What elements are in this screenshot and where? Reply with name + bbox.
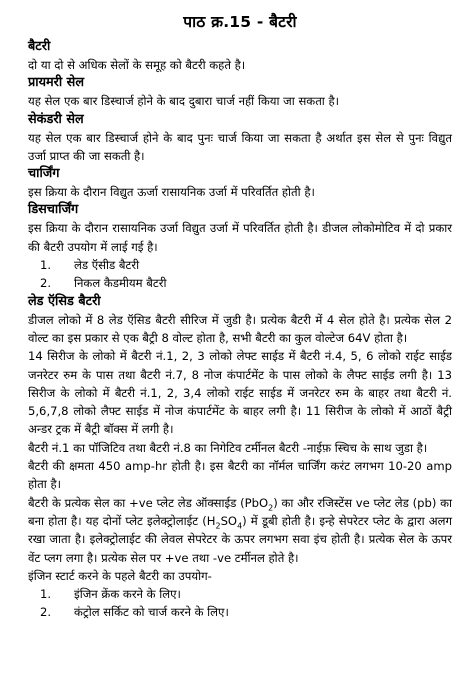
list-item <box>28 603 452 621</box>
text-lead-acid-p4: बैटरी की क्षमता 450 amp-hr होती है। इस बैटरी का नॉर्मल चार्जिंग करंट लगभग 10-20 amp होता है। <box>28 459 452 492</box>
heading-charging: चार्जिंग <box>28 166 60 182</box>
list-item-text: इंजिन क्रेंक करने के लिए। <box>74 587 181 602</box>
heading-battery: बैटरी <box>28 39 51 54</box>
list-item-text: निकल कैडमीयम बैटरी <box>74 276 167 291</box>
text-primary-cell: यह सेल एक बार डिस्चार्ज होने के बाद दुबारा चार्ज नहीं किया जा सकता है। <box>28 94 340 109</box>
list-item <box>28 274 452 292</box>
text-lead-acid-p3: बैटरी नं.1 का पॉजिटिव तथा बैटरी नं.8 का निगेटिव टर्मीनल बैटरी -नाईफ़ स्चिच के साथ जुडा है। <box>28 440 428 455</box>
subscript-4: 4 <box>237 521 243 531</box>
heading-lead-acid-battery: लेड ऍसिड बैटरी <box>28 293 101 309</box>
text-discharging: इस क्रिया के दौरान रासायनिक उर्जा विद्युत उर्जा में परिवर्तित होती है। डीजल लोकोमोटिव में दो प्रकार की बैटरी उपयोग में लाई गई है। <box>28 221 452 254</box>
text-secondary-cell: यह सेल एक बार डिस्चार्ज होने के बाद पुनः चार्ज किया जा सकता है अर्थात इस सेल से पुनः विद्युत उर्जा प्राप्त की जा सकती है। <box>28 130 452 163</box>
subscript-2: 2 <box>215 521 221 531</box>
heading-primary-cell: प्रायमरी सेल <box>28 75 85 91</box>
heading-discharging: डिसचार्जिंग <box>28 202 79 218</box>
text-lead-acid-p2: 14 सिरीज के लोको में बैटरी नं.1, 2, 3 लोको लेफ्ट साईड में बैटरी नं.4, 5, 6 लोको राईट साईड जनरेटर रुम के पास तथा बैटरी नं.7, 8 नोज कंपार्टमेंट के पास लोको के लैफ्ट साईड लगी है। 13 सिरीज के लोको में बैटरी नं.1, 2, 3,4 लोको राईट साईड में जनरेटर रुम के बाहर तथा बैटरी नं. 5,6,7,8 लोको लैफ्ट साईड में नोज कंपार्टमेंट के बाहर लगी है। 11 सिरीज के लोको में आठों बैट्री अन्डर ट्रक में बैट्री बॉक्स में लगी है। <box>28 349 452 437</box>
text-charging: इस क्रिया के दौरान विद्युत ऊर्जा रासायनिक उर्जा में परिवर्तित होती है। <box>28 185 315 200</box>
list-item-number: 1. <box>40 587 52 602</box>
list-item <box>28 256 452 274</box>
text-p5-part-c: SO <box>220 513 238 528</box>
heading-secondary-cell: सेकंडरी सेल <box>28 111 84 127</box>
text-p5-part-b: ) का और रजिस्टेंस ve प्लेट लेड (pb) का बना होता है। यह दोनों प्लेट इलेक्ट्रोलाईट (H <box>28 495 452 528</box>
subscript-2: 2 <box>268 502 274 512</box>
list-item-number: 2. <box>40 276 52 291</box>
page-title: पाठ क्र.15 - बैटरी <box>183 13 297 31</box>
list-item-text: लेड ऍसीड बैटरी <box>74 258 140 273</box>
text-battery: दो या दो से अधिक सेलों के समूह को बैटरी कहते है। <box>28 58 246 72</box>
text-p5-part-d: ) में डूबी होती है। इन्हे सेपरेटर प्लेट के द्वारा अलग रखा जाता है। इलेक्ट्रोलाईट की लेवल सेपरेटर के ऊपर लगभग सवा इंच होती है। प्रत्येक सेल के ऊपर वेंट प्लग लगा है। प्रत्येक सेल पर +ve तथा -ve टर्मीनल होते है। <box>28 513 452 565</box>
text-lead-acid-p6: इंजिन स्टार्ट करने के पहले बैटरी का उपयोग- <box>28 568 212 583</box>
text-p5-part-a: बैटरी के प्रत्येक सेल का +ve प्लेट लेड ऑक्साईड (PbO <box>28 495 269 510</box>
list-item-text: कंट्रोल सर्किट को चार्ज करने के लिए। <box>74 605 229 620</box>
list-item <box>28 585 452 603</box>
list-item-number: 1. <box>40 258 52 273</box>
text-lead-acid-p5 <box>28 494 452 567</box>
text-lead-acid-p1: डीजल लोको में 8 लेड ऍसिड बैटरी सीरिज में जुडी है। प्रत्येक बैटरी में 4 सेल होते है। प्रत्येक सेल 2 वोल्ट का इस प्रकार से एक बैट्री 8 वोल्ट होता है, सभी बैटरी का कुल वोल्टेज 64V होता है। <box>28 312 452 345</box>
list-item-number: 2. <box>40 605 52 620</box>
